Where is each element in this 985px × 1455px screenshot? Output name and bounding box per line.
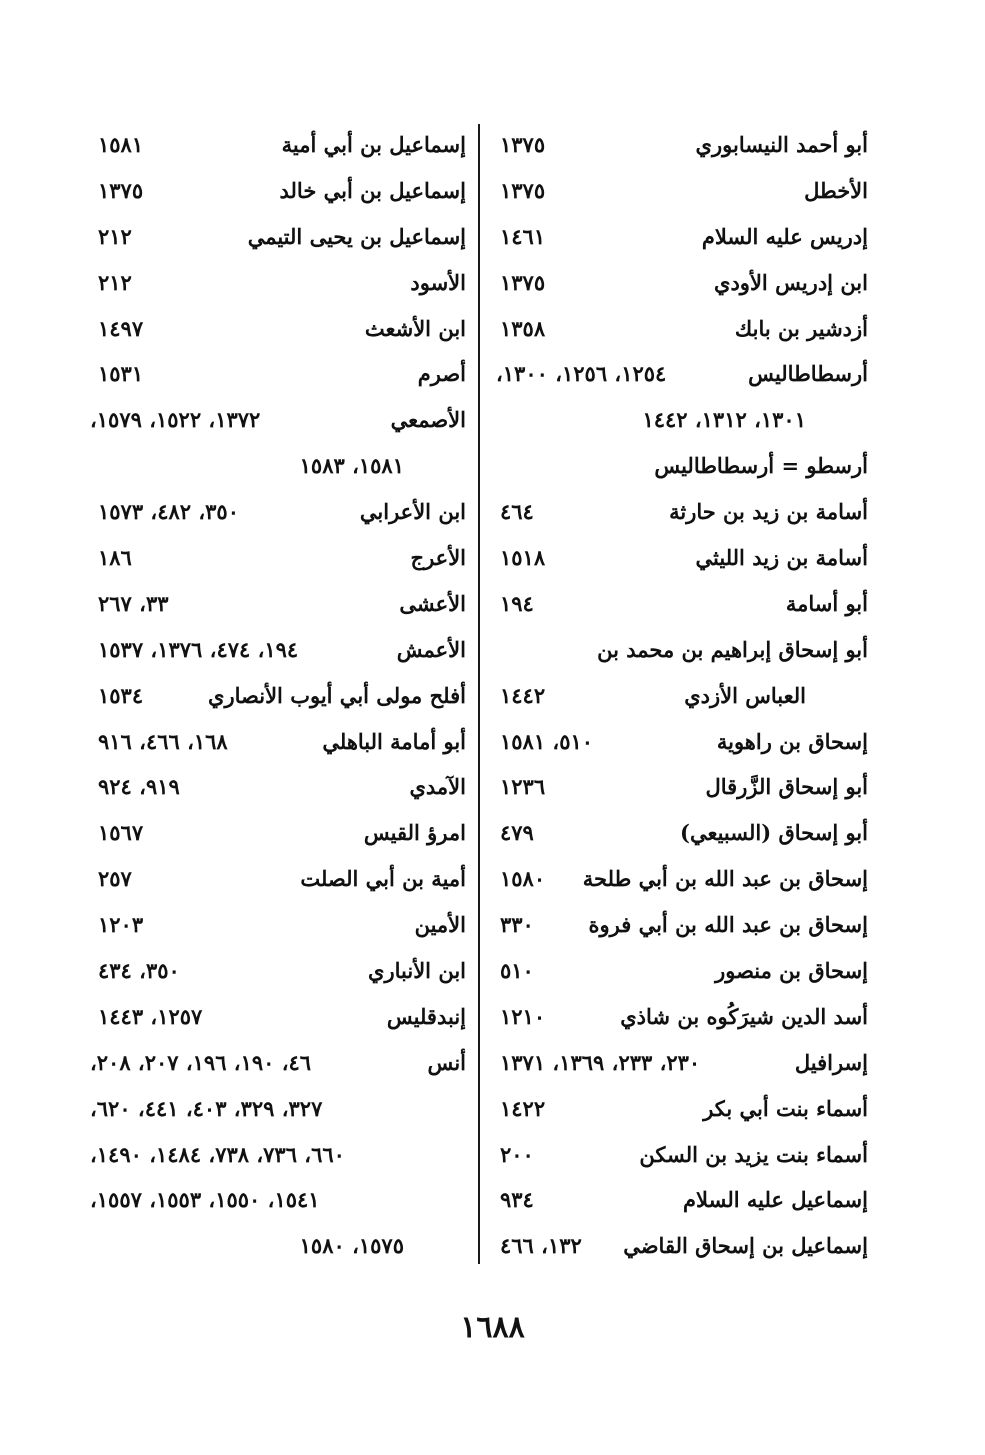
entry-pages: ٥١٠، ١٥٨١ bbox=[500, 728, 594, 754]
entry-name: أبو إسحاق إبراهيم بن محمد بن bbox=[597, 636, 868, 662]
entry-name: الأعرج bbox=[410, 545, 466, 571]
index-entry bbox=[90, 535, 466, 581]
entry-name: أبو أسامة bbox=[785, 590, 868, 616]
entry-pages: ١٥٣٤ bbox=[98, 682, 144, 708]
index-entry bbox=[90, 1040, 466, 1086]
index-entry bbox=[90, 489, 466, 535]
entry-pages: ١٩٤، ٤٧٤، ١٣٧٦، ١٥٣٧ bbox=[98, 636, 299, 662]
entry-name: إسحاق بن منصور bbox=[715, 958, 868, 984]
index-entry bbox=[492, 260, 868, 306]
entry-name: امرؤ القيس bbox=[363, 820, 466, 846]
entry-name: إسحاق بن راهوية bbox=[716, 728, 868, 754]
index-column-left bbox=[90, 122, 466, 1270]
index-entry bbox=[90, 306, 466, 352]
entry-name: أزدشير بن بابك bbox=[734, 315, 868, 341]
entry-pages: ١٤٩٧ bbox=[98, 315, 144, 341]
index-entry bbox=[492, 1132, 868, 1178]
entry-name: إسماعيل بن أبي أمية bbox=[281, 132, 466, 157]
entry-pages: ٩١٩، ٩٢٤ bbox=[98, 774, 180, 800]
entry-name: أبو إسحاق الزَّرقال bbox=[705, 774, 868, 800]
index-entry bbox=[492, 214, 868, 260]
entry-name: أرسطو = أرسطاطاليس bbox=[654, 453, 868, 479]
index-entry bbox=[492, 122, 868, 168]
index-entry bbox=[492, 443, 868, 489]
entry-pages: ١٣٠١، ١٣١٢، ١٤٤٢ bbox=[642, 407, 806, 433]
entry-pages: ٢١٢ bbox=[98, 223, 132, 249]
entry-pages: ١٥٣١ bbox=[98, 361, 144, 387]
index-entry bbox=[90, 810, 466, 856]
index-entry bbox=[492, 1040, 868, 1086]
entry-pages: ١٢٥٤، ١٢٥٦، ١٣٠٠، bbox=[496, 361, 667, 387]
index-entry-continuation bbox=[90, 1086, 466, 1132]
entry-pages: ١٩٤ bbox=[500, 590, 534, 616]
entry-name: الأسود bbox=[410, 269, 466, 295]
index-entry bbox=[90, 627, 466, 673]
entry-pages: ١٢٣٦ bbox=[500, 774, 546, 800]
entry-name: إسماعيل بن إسحاق القاضي bbox=[623, 1233, 868, 1259]
entry-pages: ١٢٠٣ bbox=[98, 912, 144, 938]
index-entry bbox=[492, 489, 868, 535]
index-entry bbox=[90, 397, 466, 443]
index-entry bbox=[90, 902, 466, 948]
entry-name: أسد الدين شيرَكُوه بن شاذي bbox=[620, 1003, 868, 1029]
index-entry bbox=[90, 856, 466, 902]
entry-pages: ٢١٢ bbox=[98, 269, 132, 295]
entry-pages: ٢٥٧ bbox=[98, 866, 132, 892]
index-entry bbox=[90, 260, 466, 306]
index-entry bbox=[492, 581, 868, 627]
index-entry bbox=[90, 581, 466, 627]
index-entry bbox=[492, 810, 868, 856]
entry-name: إنبدقليس bbox=[386, 1003, 466, 1029]
entry-name: الآمدي bbox=[409, 774, 466, 800]
entry-name: أرسطاطاليس bbox=[748, 361, 868, 387]
entry-pages: ٣٥٠، ٤٨٢، ١٥٧٣ bbox=[98, 499, 239, 525]
entry-pages: ١٤٢٢ bbox=[500, 1095, 546, 1121]
index-entry bbox=[492, 1223, 868, 1269]
entry-name: إسرافيل bbox=[794, 1049, 868, 1075]
entry-name: الأمين bbox=[414, 912, 466, 938]
entry-pages: ١٣٧٥ bbox=[98, 177, 144, 203]
index-entry bbox=[492, 719, 868, 765]
index-entry-continuation bbox=[90, 1132, 466, 1178]
index-entry-continuation bbox=[492, 673, 868, 719]
index-column-right bbox=[492, 122, 868, 1270]
index-entry bbox=[90, 994, 466, 1040]
entry-pages: ١٨٦ bbox=[98, 545, 132, 571]
entry-name: ابن الأنباري bbox=[368, 958, 466, 984]
index-entry bbox=[492, 351, 868, 397]
entry-name: أسماء بنت أبي بكر bbox=[703, 1095, 868, 1121]
entry-pages: ١٥٨١، ١٥٨٣ bbox=[299, 453, 404, 479]
column-divider bbox=[478, 124, 480, 1264]
index-entry bbox=[492, 535, 868, 581]
entry-name: الأعشى bbox=[399, 590, 466, 616]
entry-pages: ٢٠٠ bbox=[500, 1141, 534, 1167]
entry-pages: ٣٢٧، ٣٢٩، ٤٠٣، ٤٤١، ٦٢٠، bbox=[90, 1095, 323, 1121]
entry-name: العباس الأزدي bbox=[684, 682, 806, 708]
entry-name: إدريس عليه السلام bbox=[701, 223, 868, 249]
entry-name: أسامة بن زيد الليثي bbox=[695, 545, 868, 571]
entry-pages: ١٢٥٧، ١٤٤٣ bbox=[98, 1003, 203, 1029]
index-entry bbox=[492, 902, 868, 948]
index-entry-continuation bbox=[90, 443, 466, 489]
entry-pages: ١٥٤١، ١٥٥٠، ١٥٥٣، ١٥٥٧، bbox=[90, 1187, 320, 1213]
entry-pages: ١٦٨، ٤٦٦، ٩١٦ bbox=[98, 728, 228, 754]
entry-name: ابن إدريس الأودي bbox=[714, 269, 868, 295]
entry-name: أسماء بنت يزيد بن السكن bbox=[639, 1141, 868, 1167]
entry-pages: ١٥١٨ bbox=[500, 545, 546, 571]
index-entry bbox=[492, 948, 868, 994]
index-entry-continuation bbox=[90, 1223, 466, 1269]
entry-pages: ٣٣، ٢٦٧ bbox=[98, 590, 169, 616]
index-entry bbox=[492, 1086, 868, 1132]
entry-pages: ١٣٧٢، ١٥٢٢، ١٥٧٩، bbox=[90, 407, 261, 433]
entry-pages: ١٥٨٠ bbox=[500, 866, 546, 892]
index-entry bbox=[90, 719, 466, 765]
entry-pages: ١٣٧٥ bbox=[500, 269, 546, 295]
index-entry bbox=[492, 1177, 868, 1223]
entry-pages: ١٥٨١ bbox=[98, 132, 144, 157]
entry-name: أنس bbox=[427, 1049, 466, 1075]
entry-pages: ٦٦٠، ٧٣٦، ٧٣٨، ١٤٨٤، ١٤٩٠، bbox=[90, 1141, 345, 1167]
index-entry bbox=[90, 764, 466, 810]
entry-pages: ١٢١٠ bbox=[500, 1003, 546, 1029]
entry-name: أبو أمامة الباهلي bbox=[322, 728, 466, 754]
entry-pages: ١٤٦١ bbox=[500, 223, 546, 249]
entry-pages: ١٥٧٥، ١٥٨٠ bbox=[299, 1233, 404, 1259]
entry-pages: ٥١٠ bbox=[500, 958, 534, 984]
page-number: ١٦٨٨ bbox=[460, 1310, 525, 1345]
entry-name: أصرم bbox=[417, 361, 466, 387]
entry-name: إسحاق بن عبد الله بن أبي طلحة bbox=[582, 866, 868, 892]
entry-pages: ١٥٦٧ bbox=[98, 820, 144, 846]
entry-name: الأعمش bbox=[396, 636, 466, 662]
entry-pages: ٤٦٤ bbox=[500, 499, 534, 525]
entry-name: الأصمعي bbox=[390, 407, 466, 433]
entry-pages: ٣٥٠، ٤٣٤ bbox=[98, 958, 180, 984]
entry-pages: ١٤٤٢ bbox=[500, 682, 546, 708]
entry-name: إسماعيل بن يحيى التيمي bbox=[247, 223, 466, 249]
entry-name: الأخطل bbox=[804, 177, 868, 203]
index-entry bbox=[492, 168, 868, 214]
index-entry-continuation bbox=[90, 1177, 466, 1223]
entry-name: أبو أحمد النيسابوري bbox=[695, 132, 868, 157]
entry-pages: ١٣٧٥ bbox=[500, 132, 546, 157]
index-entry bbox=[90, 948, 466, 994]
index-entry bbox=[492, 306, 868, 352]
entry-pages: ٤٦، ١٩٠، ١٩٦، ٢٠٧، ٢٠٨، bbox=[90, 1049, 312, 1075]
entry-name: أبو إسحاق (السبيعي) bbox=[680, 820, 868, 846]
entry-name: أفلح مولى أبي أيوب الأنصاري bbox=[208, 682, 466, 708]
index-entry bbox=[492, 627, 868, 673]
entry-pages: ١٣٢، ٤٦٦ bbox=[500, 1233, 582, 1259]
index-entry bbox=[492, 856, 868, 902]
index-entry bbox=[492, 764, 868, 810]
entry-name: ابن الأعرابي bbox=[359, 499, 466, 525]
entry-name: إسماعيل عليه السلام bbox=[683, 1187, 868, 1213]
entry-name: أمية بن أبي الصلت bbox=[300, 866, 466, 892]
index-entry bbox=[90, 351, 466, 397]
index-entry bbox=[90, 122, 466, 168]
entry-pages: ٩٣٤ bbox=[500, 1187, 534, 1213]
entry-pages: ١٣٧٥ bbox=[500, 177, 546, 203]
entry-pages: ٣٣٠ bbox=[500, 912, 534, 938]
entry-pages: ٢٣٠، ٢٣٣، ١٣٦٩، ١٣٧١ bbox=[500, 1049, 701, 1075]
entry-name: ابن الأشعث bbox=[364, 315, 466, 341]
index-entry bbox=[90, 168, 466, 214]
index-entry bbox=[90, 214, 466, 260]
index-entry-continuation bbox=[492, 397, 868, 443]
index-entry bbox=[492, 994, 868, 1040]
entry-name: أسامة بن زيد بن حارثة bbox=[669, 499, 868, 525]
entry-name: إسحاق بن عبد الله بن أبي فروة bbox=[588, 912, 868, 938]
index-entry bbox=[90, 673, 466, 719]
entry-pages: ١٣٥٨ bbox=[500, 315, 546, 341]
entry-pages: ٤٧٩ bbox=[500, 820, 534, 846]
entry-name: إسماعيل بن أبي خالد bbox=[279, 177, 466, 203]
